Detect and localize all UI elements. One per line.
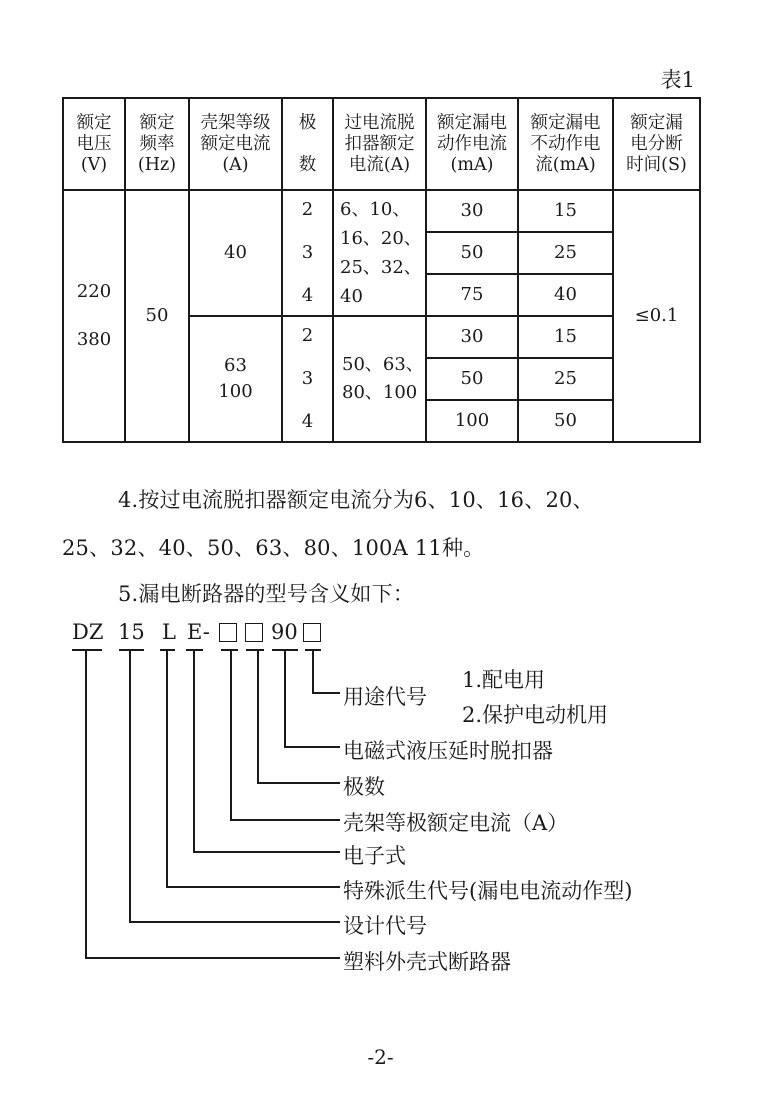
header-voltage: 额定 电压 (V)	[63, 98, 125, 190]
label-usage: 用途代号	[343, 685, 427, 709]
non-action-current-cell: 15	[518, 190, 613, 232]
non-action-current-cell: 25	[518, 232, 613, 274]
non-action-current-cell: 50	[518, 400, 613, 442]
non-action-current-cell: 40	[518, 274, 613, 316]
paragraph-5: 5.漏电断路器的型号含义如下：	[118, 582, 415, 606]
frame-current-cell-1: 40	[189, 190, 282, 316]
label-poles: 极数	[343, 775, 385, 799]
action-current-cell: 30	[426, 190, 518, 232]
leader-usage	[313, 650, 340, 693]
frequency-cell: 50	[125, 190, 189, 442]
action-current-cell: 100	[426, 400, 518, 442]
label-design: 设计代号	[343, 914, 427, 938]
header-non-action-current: 额定漏电 不动作电 流(mA)	[518, 98, 613, 190]
label-special: 特殊派生代号(漏电电流动作型)	[343, 879, 633, 903]
model-dz: DZ	[72, 620, 104, 644]
label-usage-1: 1.配电用	[462, 668, 546, 692]
label-electronic: 电子式	[343, 844, 406, 868]
non-action-current-cell: 25	[518, 358, 613, 400]
label-frame: 壳架等极额定电流（A）	[343, 811, 569, 835]
trip-current-cell-1: 6、10、 16、20、 25、32、 40	[333, 190, 426, 316]
leader-poles	[258, 650, 340, 783]
action-current-cell: 75	[426, 274, 518, 316]
model-number: 15	[118, 620, 145, 644]
action-current-cell: 30	[426, 316, 518, 358]
non-action-current-cell: 15	[518, 316, 613, 358]
poles-cell-2: 2 3 4	[282, 316, 333, 442]
label-usage-2: 2.保护电动机用	[462, 703, 609, 727]
model-ninety: 90	[271, 620, 298, 644]
header-poles: 极 数	[282, 98, 333, 190]
paragraph-4-line-1: 4.按过电流脱扣器额定电流分为6、10、16、20、	[118, 488, 594, 512]
model-l: L	[162, 620, 176, 644]
voltage-cell: 220 380	[63, 190, 125, 442]
header-action-current: 额定漏电 动作电流 (mA)	[426, 98, 518, 190]
model-e: E-	[187, 620, 210, 644]
frame-current-cell-2: 63 100	[189, 316, 282, 442]
poles-cell-1: 2 3 4	[282, 190, 333, 316]
label-type: 塑料外壳式断路器	[343, 950, 511, 974]
break-time-cell: ≤0.1	[613, 190, 700, 442]
table-caption: 表1	[660, 68, 695, 92]
action-current-cell: 50	[426, 358, 518, 400]
trip-current-cell-2: 50、63、 80、100	[333, 316, 426, 442]
leader-type	[86, 650, 340, 958]
header-frame-current: 壳架等级 额定电流 (A)	[189, 98, 282, 190]
leader-electronic	[194, 650, 340, 852]
label-release: 电磁式液压延时脱扣器	[343, 739, 553, 763]
header-trip-current: 过电流脱 扣器额定 电流(A)	[333, 98, 426, 190]
paragraph-4-line-2: 25、32、40、50、63、80、100A 11种。	[62, 536, 485, 560]
header-break-time: 额定漏 电分断 时间(S)	[613, 98, 700, 190]
page-number: -2-	[367, 1045, 394, 1069]
header-frequency: 额定 频率 (Hz)	[125, 98, 189, 190]
action-current-cell: 50	[426, 232, 518, 274]
leader-design	[130, 650, 340, 922]
